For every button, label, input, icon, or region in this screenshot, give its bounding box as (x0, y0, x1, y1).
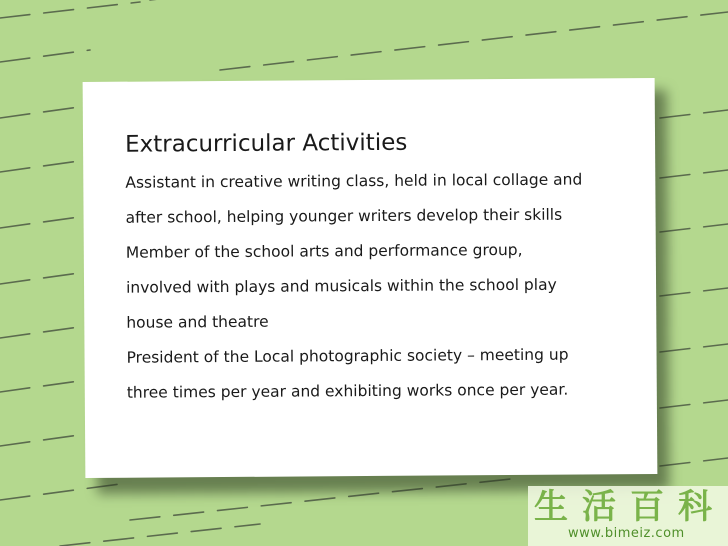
site-watermark (528, 486, 728, 546)
activity-line: Member of the school arts and performance group, (125, 240, 523, 262)
activity-line: three times per year and exhibiting works once per year. (126, 380, 569, 402)
activity-line: Assistant in creative writing class, held in local collage and (125, 170, 583, 192)
watermark-glyph: 百 (630, 487, 664, 527)
watermark-url[interactable]: www.bimeiz.com (568, 526, 685, 541)
resume-card (83, 78, 658, 478)
activity-line: involved with plays and musicals within the school play (125, 275, 557, 297)
activity-line: after school, helping younger writers develop their skills (125, 205, 563, 227)
activity-line: house and theatre (126, 312, 269, 332)
watermark-glyph: 活 (582, 487, 616, 527)
section-heading: Extracurricular Activities (124, 129, 408, 158)
activity-line: President of the Local photographic society – meeting up (126, 345, 569, 367)
watermark-glyph: 科 (678, 487, 712, 527)
watermark-glyph: 生 (534, 487, 568, 527)
card-text-block (125, 126, 627, 410)
